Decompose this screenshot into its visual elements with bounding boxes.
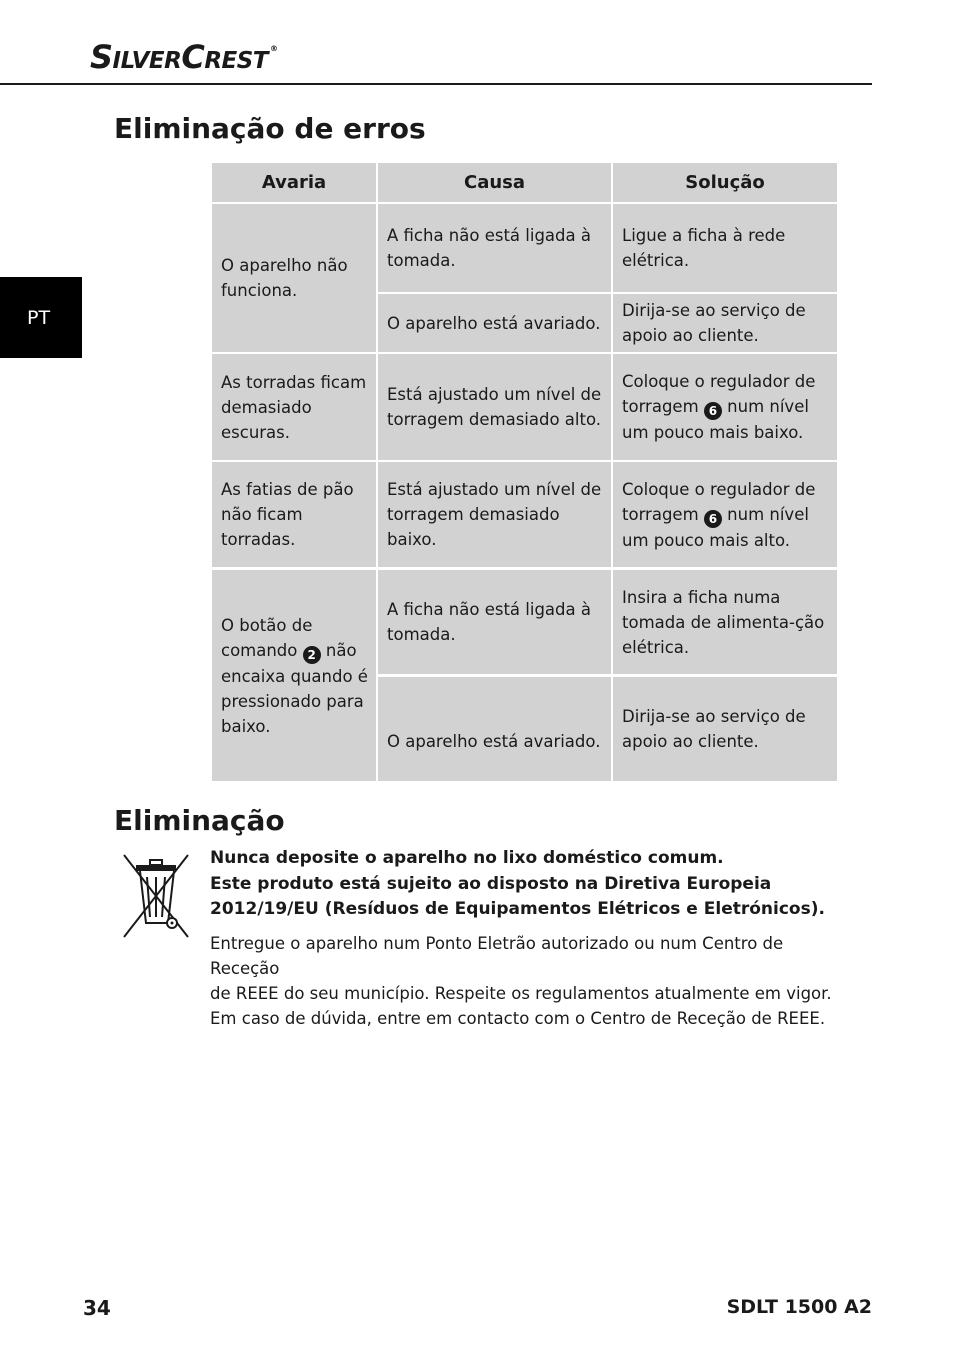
table-cell-solution xyxy=(613,204,837,292)
language-tab-label: PT xyxy=(27,306,51,329)
fault-text: As fatias de pão não ficam torradas. xyxy=(221,480,354,549)
solution-text: Ligue a ficha à rede elétrica. xyxy=(622,226,786,270)
table-cell-solution xyxy=(613,462,837,567)
disposal-warning-line: 2012/19/EU (Resíduos de Equipamentos Elétricos e Eletrónicos). xyxy=(210,899,825,919)
column-header-solution: Solução xyxy=(613,163,837,202)
table-cell-cause xyxy=(378,354,611,460)
table-cell-fault xyxy=(212,204,376,352)
table-cell-solution xyxy=(613,677,837,781)
solution-text: Dirija-se ao serviço de apoio ao cliente. xyxy=(622,707,806,751)
logo-letters-rest: REST xyxy=(204,48,268,74)
page-number: 34 xyxy=(83,1296,111,1320)
reference-number-badge: 6 xyxy=(704,402,722,420)
cause-text: A ficha não está ligada à tomada. xyxy=(387,226,591,270)
disposal-instructions xyxy=(210,931,850,1031)
disposal-title: Eliminação xyxy=(114,804,285,837)
solution-text-start: Coloque o regulador de torragem xyxy=(622,372,816,416)
reference-number-badge: 2 xyxy=(303,646,321,664)
table-cell-cause xyxy=(378,570,611,674)
fault-text: As torradas ficam demasiado escuras. xyxy=(221,372,367,442)
reference-number-badge: 6 xyxy=(704,510,722,528)
table-cell-solution xyxy=(613,354,837,460)
header-rule xyxy=(0,83,872,85)
logo-letters-ilver: ILVER xyxy=(112,48,182,74)
solution-text-end: num nível um pouco mais baixo. xyxy=(622,397,809,442)
logo-letter-c: C xyxy=(181,38,205,76)
table-cell-solution xyxy=(613,570,837,674)
solution-text-end: num nível um pouco mais alto. xyxy=(622,504,809,550)
disposal-instructions-line: Entregue o aparelho num Ponto Eletrão autorizado ou num Centro de Receção xyxy=(210,934,784,978)
table-cell-cause xyxy=(378,462,611,567)
column-header-cause: Causa xyxy=(378,163,611,202)
disposal-instructions-line: de REEE do seu município. Respeite os regulamentos atualmente em vigor. xyxy=(210,984,832,1003)
disposal-warning xyxy=(210,846,850,923)
solution-text: Dirija-se ao serviço de apoio ao cliente. xyxy=(622,301,806,345)
table-cell-cause xyxy=(378,677,611,781)
solution-text-start: Coloque o regulador de torragem xyxy=(622,479,816,524)
solution-text: Insira a ficha numa tomada de alimenta-ção elétrica. xyxy=(622,587,825,657)
disposal-warning-line: Nunca deposite o aparelho no lixo doméstico comum. xyxy=(210,848,724,868)
cause-text: Está ajustado um nível de torragem demasiado baixo. xyxy=(387,480,602,549)
fault-text-end: não encaixa quando é pressionado para baixo. xyxy=(221,640,368,736)
table-cell-cause xyxy=(378,294,611,352)
disposal-warning-line: Este produto está sujeito ao disposto na Diretiva Europeia xyxy=(210,873,772,894)
disposal-instructions-line: Em caso de dúvida, entre em contacto com o Centro de Receção de REEE. xyxy=(210,1009,826,1028)
fault-text xyxy=(221,613,370,739)
logo-letter-s: S xyxy=(90,38,113,76)
table-cell-cause xyxy=(378,204,611,292)
solution-text xyxy=(622,477,831,553)
cause-text: O aparelho está avariado. xyxy=(387,731,601,751)
table-cell-fault xyxy=(212,570,376,781)
table-cell-fault xyxy=(212,354,376,460)
solution-text xyxy=(622,369,831,445)
table-cell-solution xyxy=(613,294,837,352)
language-tab xyxy=(0,277,82,358)
table-cell-fault xyxy=(212,462,376,567)
registered-mark: ® xyxy=(270,44,278,53)
cause-text: A ficha não está ligada à tomada. xyxy=(387,600,591,644)
fault-text-start: O botão de comando xyxy=(221,615,313,660)
column-header-fault: Avaria xyxy=(212,163,376,202)
cause-text: Está ajustado um nível de torragem demasiado alto. xyxy=(387,385,602,429)
crossed-out-bin-icon xyxy=(120,851,192,941)
fault-text: O aparelho não funciona. xyxy=(221,256,348,300)
brand-logo xyxy=(90,38,278,76)
model-number: SDLT 1500 A2 xyxy=(726,1296,872,1318)
troubleshooting-title: Eliminação de erros xyxy=(114,112,426,145)
cause-text: O aparelho está avariado. xyxy=(387,313,601,333)
